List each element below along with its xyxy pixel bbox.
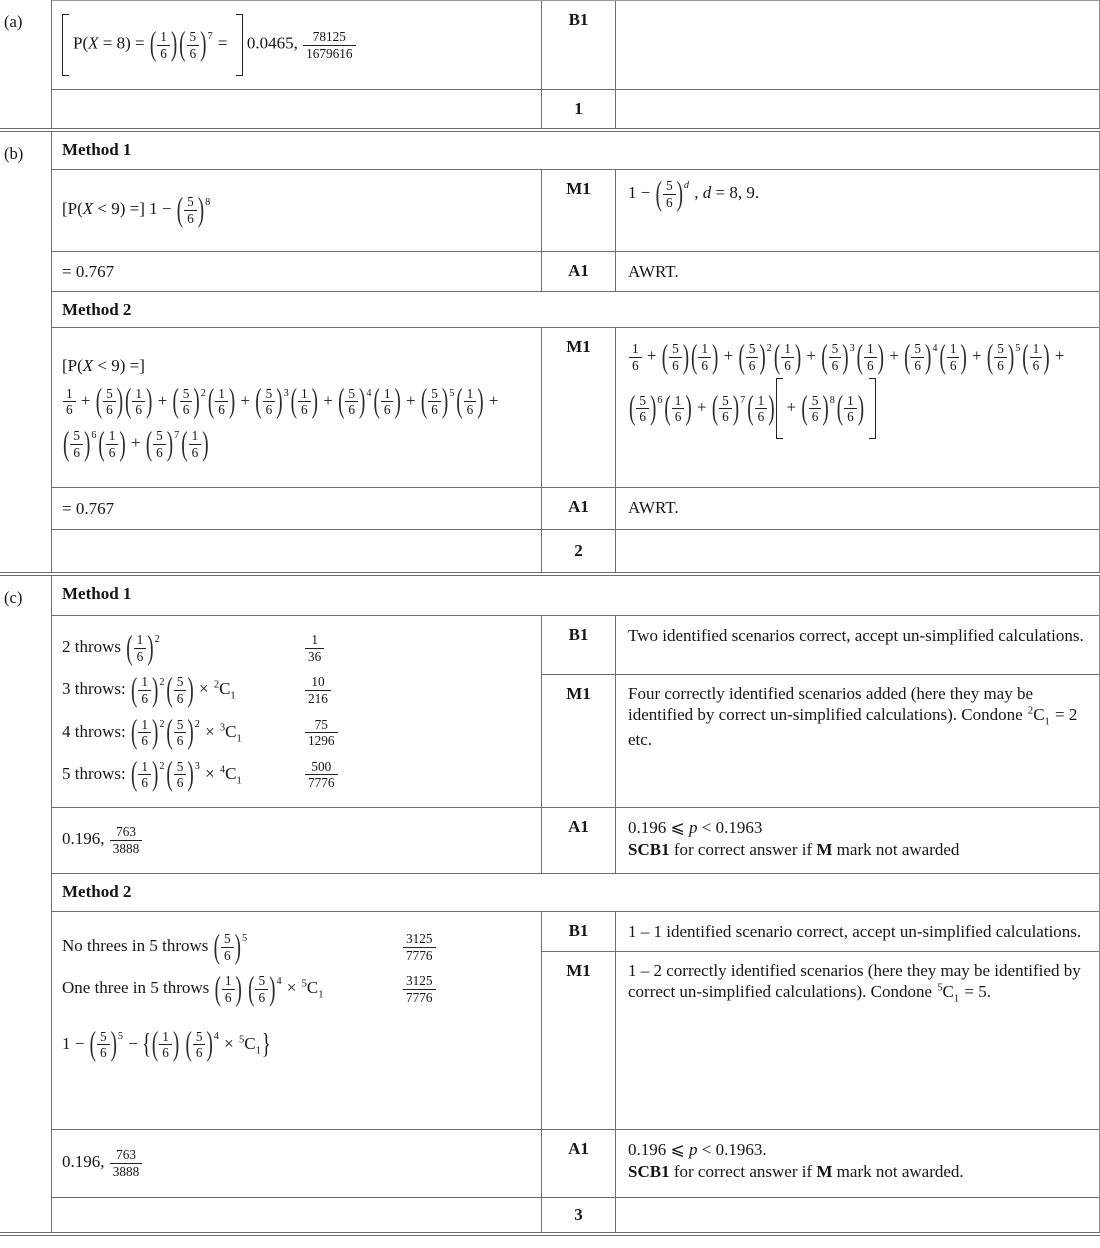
part-b-m2-note-line2: ( $\frac{5}{6}$ )6 ( $\frac{1}{6}$ ) + ( $\frac{5}{6}$ )7 ( $\frac{1}{6}$ ) + ( $\frac{5}{6}$ )8 ( $\frac{1}{6}$ ): [628, 378, 1089, 439]
part-b-label: (b): [0, 132, 52, 572]
part-b-method2-header: Method 2: [52, 292, 1099, 328]
part-b-total-row: [52, 530, 1099, 572]
part-b-m2-note-cell: [616, 328, 1099, 487]
part-b-m1-note-cell: [616, 170, 1099, 251]
part-a-working-cell: [52, 1, 542, 89]
part-c-m2-working-cell: [52, 912, 542, 1129]
part-c-a1b-note-cell: [616, 1130, 1099, 1197]
part-c-a1-working-formula: 0.196, $\frac{763}{3888}$: [62, 824, 533, 856]
part-a-label: (a): [0, 0, 52, 128]
part-b-m2-mark-cell: M1: [542, 328, 616, 487]
part-c-m1-working-cell: [52, 616, 542, 807]
part-c-a1-row2: [52, 1130, 1099, 1198]
part-c-a1b-note-line2: SCB1 for correct answer if M mark not awarded.: [628, 1162, 964, 1182]
scenario-one-three-formula: One three in 5 throws ( $\frac{1}{6}$ ) ( $\frac{5}{6}$ )$4 \times ^5C_1$: [62, 970, 324, 1009]
scenario-line-4-throws: [62, 713, 533, 752]
part-c-a1b-working-cell: [52, 1130, 542, 1197]
part-c-a1-mark-cell: A1: [542, 808, 616, 873]
part-b-section: [0, 132, 1100, 576]
part-c-a1-note-cell: [616, 808, 1099, 873]
part-b-m1-note-formula: 1 − ( $\frac{5}{6}$ )d , d = 8, 9.: [628, 175, 760, 213]
scenario-2-throws-formula: 2 throws ( $\frac{1}{6}$ )2: [62, 629, 160, 667]
part-b-m2-row: [52, 328, 1099, 488]
part-c-section: [0, 576, 1100, 1236]
scenario-one-three-result: $\frac{3125}{7776}$: [402, 973, 437, 1005]
scenario-line-2-throws: [62, 629, 533, 667]
scenario-no-threes-formula: No threes in 5 throws ( $\frac{5}{6}$ )5: [62, 928, 248, 966]
part-c-m1-b1-mark-cell: B1: [542, 616, 616, 674]
part-c-m2-m1-subrow: [542, 952, 1099, 1129]
part-c-m2-m1-mark-cell: M1: [542, 952, 616, 1129]
scenario-3-throws-result: $\frac{10}{216}$: [304, 674, 332, 706]
part-a-total-marks: 1: [542, 90, 616, 128]
scenario-complement-formula: 1 − ( $\frac{5}{6}$ )5 − {( $\frac{1}{6}$ ) ( $\frac{5}{6}$ )$4 \times ^5C_1$}: [62, 1025, 271, 1064]
part-c-a1b-working-formula: 0.196, $\frac{763}{3888}$: [62, 1147, 533, 1179]
scenario-5-throws-formula: 5 throws: ( $\frac{1}{6}$ )2 ( $\frac{5}{6}$ )$3 \times ^4C_1$: [62, 755, 242, 794]
part-c-m2-m1-note-formula: 1 – 2 correctly identified scenarios (here they may be identified by correct un-simplified calculations). Condone $^5C_1 = 5$.: [628, 961, 1081, 1005]
part-c-a1b-mark-cell: A1: [542, 1130, 616, 1197]
part-a-total-row: [52, 90, 1099, 128]
part-b-a1-row: [52, 252, 1099, 292]
part-c-a1-working-cell: [52, 808, 542, 873]
part-c-m2-b1-note-text: 1 – 1 identified scenario correct, accept un-simplified calculations.: [628, 922, 1082, 941]
part-a-answer-row: [52, 1, 1099, 90]
part-c-m1-m1-mark-cell: M1: [542, 675, 616, 807]
part-c-m2-marks-stack: [542, 912, 1099, 1129]
part-b-a1b-mark-cell: A1: [542, 488, 616, 529]
part-b-m2-working-line1: $\frac{1}{6}$ + ( $\frac{5}{6}$ ) ( $\frac{1}{6}$ ) + ( $\frac{5}{6}$ )2 ( $\frac{1}{6}$ ) + ( $\frac{5}{6}$ )3 ( $\frac{1}{6}$ ) + ( $\frac{5}{6}$ )4 ( $\frac{1}{6}$ ) + ( $\frac{5}{6}$ )5 ( $\frac{1}{6}$ ) +: [62, 386, 533, 418]
part-b-m2-working-intro: [P(X < 9) =]: [62, 355, 145, 375]
part-b-total-marks: 2: [542, 530, 616, 572]
part-b-total-working-cell: [52, 530, 542, 572]
part-c-m2-b1-subrow: [542, 912, 1099, 952]
scenario-2-throws-result: $\frac{1}{36}$: [304, 632, 325, 664]
part-c-m1-m1-subrow: [542, 675, 1099, 807]
part-c-m1-scenarios-row: [52, 616, 1099, 808]
part-c-method2-header: Method 2: [52, 874, 1099, 912]
part-c-total-note-cell: [616, 1198, 1099, 1232]
part-c-m1-b1-subrow: [542, 616, 1099, 675]
part-a-working-formula: P(X = 8) = ( $\frac{1}{6}$ ) ( $\frac{5}{6}$ )7 = 0.0465, $\frac{78125}{1679616}$: [62, 14, 533, 75]
part-c-total-working-cell: [52, 1198, 542, 1232]
scenario-5-throws-result: $\frac{500}{7776}$: [304, 759, 339, 791]
part-c-label: (c): [0, 576, 52, 1232]
scenario-4-throws-formula: 4 throws: ( $\frac{1}{6}$ )2 ( $\frac{5}{6}$ )$2 \times ^3C_1$: [62, 713, 242, 752]
part-a-total-working-cell: [52, 90, 542, 128]
part-b-m2-working-line2: ( $\frac{5}{6}$ )6 ( $\frac{1}{6}$ ) + ( $\frac{5}{6}$ )7 ( $\frac{1}{6}$ ): [63, 425, 209, 464]
part-c-method1-header: Method 1: [52, 576, 1099, 616]
part-b-body: [52, 132, 1100, 572]
part-a-note-cell: [616, 1, 1099, 89]
part-b-m1-row: [52, 170, 1099, 252]
scenario-line-5-throws: [62, 755, 533, 794]
part-b-m1-mark-cell: M1: [542, 170, 616, 251]
scenario-line-complement: [62, 1025, 533, 1064]
part-b-a1-note-text: AWRT.: [628, 262, 679, 281]
part-b-a1-working-cell: [52, 252, 542, 291]
part-b-a1-row2: [52, 488, 1099, 530]
part-c-a1b-note-line1: 0.196 ⩽ p < 0.1963.: [628, 1140, 767, 1159]
part-c-a1-row: [52, 808, 1099, 874]
scenario-4-throws-result: $\frac{75}{1296}$: [304, 717, 339, 749]
part-b-a1b-working-text: = 0.767: [62, 498, 115, 518]
part-b-method1-header: Method 1: [52, 132, 1099, 170]
part-c-m1-b1-note-text: Two identified scenarios correct, accept un-simplified calculations.: [628, 626, 1084, 645]
part-b-a1-working-text: = 0.767: [62, 261, 115, 281]
part-c-total-row: [52, 1198, 1099, 1232]
scenario-line-one-three: [62, 970, 533, 1009]
part-b-a1b-note-text: AWRT.: [628, 498, 679, 517]
part-c-a1-note-line2: SCB1 for correct answer if M mark not awarded: [628, 840, 960, 860]
part-b-total-note-cell: [616, 530, 1099, 572]
part-a-mark-cell: B1: [542, 1, 616, 89]
part-c-a1-note-line1: 0.196 ⩽ p < 0.1963: [628, 818, 763, 837]
scenario-3-throws-formula: 3 throws: ( $\frac{1}{6}$ )2 ( $\frac{5}{6}$ ) × $^2C_1$: [62, 671, 236, 710]
part-c-m1-marks-stack: [542, 616, 1099, 807]
part-b-m2-note-line1: $\frac{1}{6}$ + ( $\frac{5}{6}$ ) ( $\frac{1}{6}$ ) + ( $\frac{5}{6}$ )2 ( $\frac{1}{6}$ ) + ( $\frac{5}{6}$ )3 ( $\frac{1}{6}$ ) + ( $\frac{5}{6}$ )4 ( $\frac{1}{6}$ ) + ( $\frac{5}{6}$ )5 ( $\frac{1}{6}$ ) +: [628, 341, 1089, 373]
part-b-m1-working-formula: [P(X < 9) =] 1 − ( $\frac{5}{6}$ )8: [62, 191, 211, 230]
part-c-body: [52, 576, 1100, 1232]
part-c-total-marks: 3: [542, 1198, 616, 1232]
part-a-body: [52, 0, 1100, 128]
part-b-a1b-working-cell: [52, 488, 542, 529]
part-c-m2-scenarios-row: [52, 912, 1099, 1130]
part-c-m1-m1-note-formula: Four correctly identified scenarios added (here they may be identified by correct un-simplified calculations). Condone $^2C_1 = 2$ etc.: [628, 684, 1078, 749]
part-b-m2-working-cell: [52, 328, 542, 487]
part-a-section: [0, 0, 1100, 132]
scenario-line-no-threes: [62, 928, 533, 966]
scenario-line-3-throws: [62, 671, 533, 710]
scenario-no-threes-result: $\frac{3125}{7776}$: [402, 931, 437, 963]
part-a-total-note-cell: [616, 90, 1099, 128]
part-c-m2-b1-mark-cell: B1: [542, 912, 616, 951]
part-b-a1-mark-cell: A1: [542, 252, 616, 291]
part-b-m1-working-cell: [52, 170, 542, 251]
